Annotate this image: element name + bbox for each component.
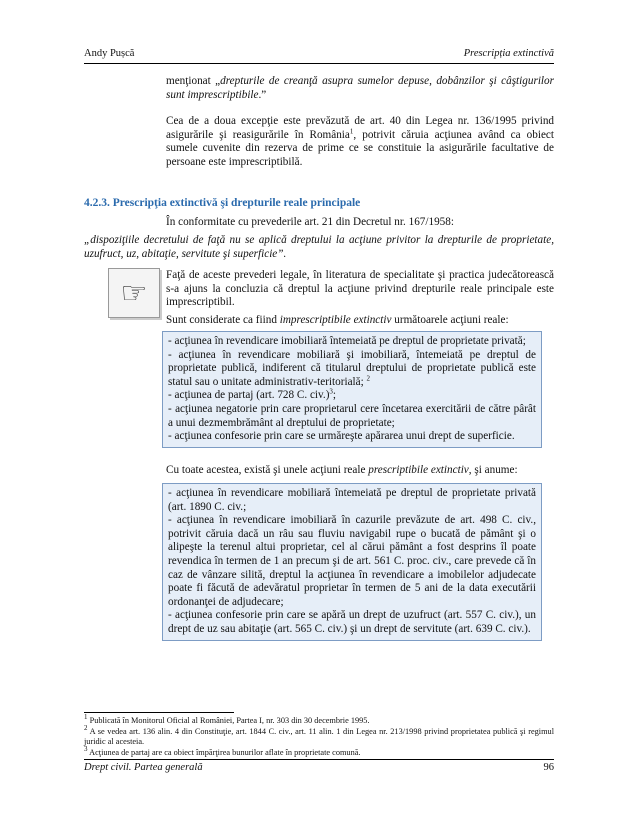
list-item: - acţiunea în revendicare imobiliară în cazurile prevăzute de art. 498 C. civ., potrivit căruia dacă un râu sau fluviu navigabil rupe o bucată de pământ şi o alipeşte la terenul altui proprietar, cel al cărui pământ a fost desprins îl poate revendica în termen de 1 an precum şi de art. 561 C. proc. civ., care prevede că în caz de vânzare silită, dreptul la acţiunea în revendicare a imobilelor adjudecate poate fi făcută de adevăratul proprietar în termen de 5 ani de la data executării ordonanţei de adjudecare; bbox=[168, 514, 536, 608]
list-item: - acţiunea în revendicare mobiliară şi imobiliară, întemeiată pe dreptul de proprietate publică, indiferent că titularul dreptului de proprietate publică este statul sau o unitate administrativ-teritorială; $^2$ bbox=[168, 348, 536, 388]
header-chapter: Prescripția extinctivă bbox=[463, 48, 554, 59]
list-item: - acţiunea în revendicare imobiliară întemeiată pe dreptul de proprietate privată; bbox=[168, 335, 526, 347]
list-item: - acţiunea confesorie prin care se apără un drept de uzufruct (art. 557 C. civ.), un drept de uz sau abitaţie (art. 565 C. civ.) şi un drept de servitute (art. 639 C. civ.). bbox=[168, 609, 536, 635]
footer-rule bbox=[84, 759, 554, 760]
paragraph-3: În conformitate cu prevederile art. 21 din Decretul nr. 167/1958: bbox=[166, 216, 454, 228]
paragraph-4: Faţă de aceste prevederi legale, în literatura de specialitate şi practica judecătorească s-a ajuns la concluzia că dreptul la acţiune privind drepturile reale principale este imprescriptibil. bbox=[166, 269, 554, 309]
imprescriptible-actions-box bbox=[162, 331, 542, 448]
header-author: Andy Pușcă bbox=[84, 48, 135, 59]
list-item: - acţiunea de partaj (art. 728 C. civ.)$^3$; bbox=[168, 387, 337, 402]
footnote-rule bbox=[84, 712, 234, 713]
list-item: - acţiunea confesorie prin care se urmăreşte apărarea unui drept de superficie. bbox=[168, 430, 515, 443]
quote-paragraph: „dispoziţiile decretului de faţă nu se aplică dreptului la acţiune privitor la drepturile de proprietate, uzufruct, uz, abitaţie, servitute şi superficie”. bbox=[84, 234, 554, 260]
paragraph-2: Cea de a doua excepţie este prevăzută de art. 40 din Legea nr. 136/1995 privind asigurările şi reasigurările în România$^1$, potrivit căruia acţiunea având ca obiect sumele cuvenite din rezerva de prime ce se constituie la asigurările facultative de persoane este imprescriptibilă. bbox=[166, 115, 554, 168]
footnote-2: $^2$ A se vedea art. 136 alin. 4 din Constituţie, art. 1844 C. civ., art. 11 alin. 1 din Legea nr. 213/1998 privind proprietatea publică şi regimul juridic al acesteia. bbox=[84, 724, 554, 747]
pointing-hand-icon: ☞ bbox=[108, 268, 160, 318]
paragraph-5: Sunt considerate ca fiind imprescriptibile extinctiv următoarele acţiuni reale: bbox=[166, 314, 509, 326]
footer-book-title: Drept civil. Partea generală bbox=[84, 762, 203, 773]
footnote-3: $^3$ Acţiunea de partaj are ca obiect împărţirea bunurilor aflate în proprietate comună. bbox=[84, 745, 361, 757]
paragraph-1: menţionat „drepturile de creanţă asupra sumelor depuse, dobânzilor şi câştigurilor sunt imprescriptibile.” bbox=[166, 75, 554, 101]
paragraph-6: Cu toate acestea, există şi unele acţiuni reale prescriptibile extinctiv, şi anume: bbox=[166, 464, 518, 476]
page-number: 96 bbox=[543, 762, 554, 773]
prescriptible-actions-box bbox=[162, 483, 542, 641]
list-item: - acţiunea în revendicare mobiliară întemeiată pe dreptul de proprietate privată (art. 1890 C. civ.; bbox=[168, 487, 536, 513]
header-rule bbox=[84, 63, 554, 64]
list-item: - acţiunea negatorie prin care proprietarul cere încetarea exercitării de către pârât a unui dezmembrământ al dreptului de proprietate; bbox=[168, 402, 536, 429]
section-title: 4.2.3. Prescripţia extinctivă şi drepturile reale principale bbox=[84, 197, 361, 209]
footnote-1: $^1$ Publicată în Monitorul Oficial al României, Partea I, nr. 303 din 30 decembrie 1995. bbox=[84, 713, 370, 725]
